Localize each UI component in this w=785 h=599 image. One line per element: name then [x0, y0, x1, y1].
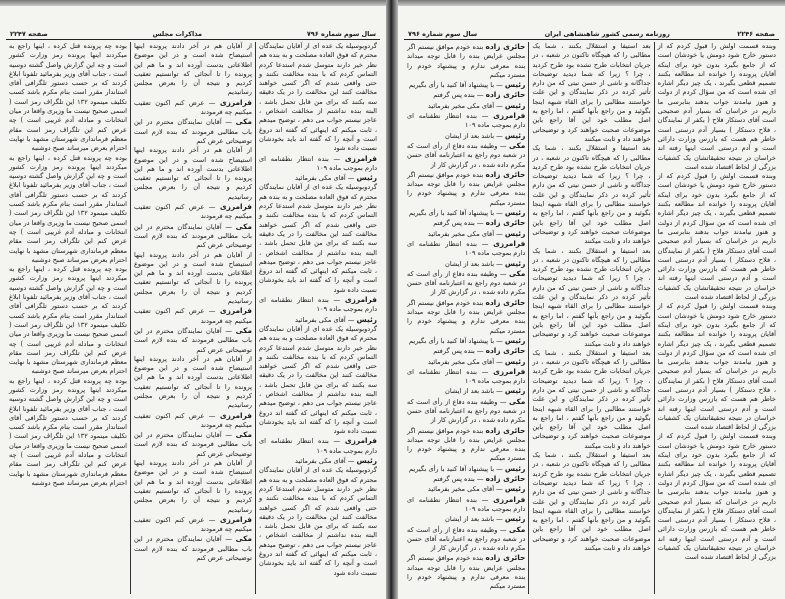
- paragraph: [259, 173, 377, 183]
- paragraph-text: وبنده قسمت اولش را قبول کردم که از دستور خارج شود دومش یا خودشان است که از جامع بگیرد بدون خود برای اینکه آقایان پرونده را خوانده اند مطالعه بکنند تصمیم قطعی بگیرند ، یک چیز دیگر اشاره ای شده است که من سؤال کردم از دولت و هنوز نیامدند جواب بدهند بنابرسی ما داریم در خراسان که بسیار آدم صحیحی است آقای دستکار فلاح ( بکفر از نمایندگان ، فلاح دستکار ) بسیار آدم درستی است خاطر هم هست که بازرس وزارت دارائی است و آدم درستی است اینها رفته اند خراسان در نتیجه تحقیقاتشان یک کشفیات بزرگی از لحاظ اقتصاد شده است: [657, 42, 776, 171]
- paragraph: [9, 42, 127, 154]
- paragraph-text: — آقایان نمایندگان محترم در این باب مطالبی فرمودند که بنده لازم است توضیحاتی عرض کنم: [134, 326, 252, 354]
- text-column: [528, 42, 653, 594]
- paragraph-text: بوده چه پرونده قتل کرده ، اینها راجع به میکردند اینها پرونده رمز وزارت کشور است و چه این گزارش واصل گشته دوسیه است ، جناب آقای وزیر بفرمائید تلفونا ابلاغ کردند که بر حسب دستور تلگرافی آقای استاندار مقرر است بنام مکرم باشد کسب تکلیف مینمود ۱۳۲ این تلگراف رمز است ( اسمی صحیح نیست ما وزیری واقعا در میان انتخابات و مبادله آدم غریبی است ) چه عرض کنم این تلگراف رمز است مقام معظم فرمانداری شهرستان مشهد با نهایت احترام بعرض میرساند صبح دوشنبه: [8, 153, 127, 264]
- paragraph-text: — وظیفه بنده دفاع از رأی است که در شعبه دوم راجع به اعتبارنامه آقای حسن مکرم داده شده ، در گزارش کار از: [407, 525, 526, 553]
- paragraph-text: بوده چه پرونده قتل کرده ، اینها راجع به میکردند اینها پرونده رمز وزارت کشور است و چه این گزارش واصل گشته دوسیه است ، جناب آقای وزیر بفرمائید تلفونا ابلاغ کردند که بر حسب دستور تلگرافی آقای استاندار مقرر است بنام مکرم باشد کسب تکلیف مینمود ۱۳۲ این تلگراف رمز است ( اسمی صحیح نیست ما وزیری واقعا در میان انتخابات و مبادله آدم غریبی است ) چه عرض کنم این تلگراف رمز است مقام معظم فرمانداری شهرستان مشهد با نهایت احترام بعرض میرساند صبح دوشنبه: [8, 42, 127, 153]
- paragraph-text: — باشد بعد از ایشان: [445, 387, 503, 396]
- paragraph: [532, 247, 650, 349]
- paragraph: [532, 451, 650, 553]
- paragraph: [658, 42, 776, 172]
- paragraph: [259, 466, 377, 578]
- paragraph-text: — عرض کنم اکنون تعقیب میکنیم چه فرمودند: [134, 203, 252, 221]
- speaker-name: رئیس: [504, 80, 526, 90]
- paragraph: [259, 325, 377, 437]
- paragraph-text: از آقایان هم در آخر دادند پرونده اینها استیضاح شده است و در این موضوع اطلاعاتی بدست آورده اند و ما هم این پرونده را تا آنجائی که توانستیم تعقیب کردیم و نتیجه آن را بعرض مجلس رسانیدیم: [134, 459, 252, 514]
- paragraph: [134, 202, 252, 222]
- paragraph: [134, 306, 252, 326]
- speaker-name: مکی: [508, 140, 526, 150]
- speaker-name: رئیس: [504, 100, 526, 110]
- paragraph: [259, 42, 377, 154]
- paragraph: [407, 336, 525, 346]
- speaker-name: رئیس: [504, 356, 526, 366]
- paragraph-text: — آقای مکی مخیر بفرمائید: [427, 229, 503, 238]
- paragraph: [134, 42, 252, 98]
- speaker-name: فرامرزی: [344, 436, 377, 446]
- paragraph-text: از آقایان هم در آخر دادند پرونده اینها استیضاح شده است و در این موضوع اطلاعاتی بدست آورده اند و ما هم این پرونده را تا آنجائی که توانستیم تعقیب کردیم و نتیجه آن را بعرض مجلس رسانیدیم: [134, 354, 252, 410]
- right-page: [398, 6, 785, 599]
- paragraph: [532, 42, 650, 144]
- speaker-name: فرامرزی: [344, 295, 377, 305]
- paragraph-text: — عرض کنم اکنون تعقیب میکنیم چه فرمودند: [134, 411, 252, 429]
- speaker-name: رئیس: [504, 463, 526, 473]
- text-column: [654, 42, 779, 594]
- paragraph: [407, 464, 525, 474]
- speaker-name: حائری زاده: [485, 474, 526, 484]
- paragraph-text: — بنده پس گرفتم: [433, 475, 484, 484]
- paragraph: [407, 208, 525, 218]
- paragraph: [9, 265, 127, 377]
- paragraph-text: — آقایان نمایندگان محترم در این باب مطالبی فرمودند که بنده لازم است توضیحاتی عرض کنم: [134, 222, 252, 250]
- paragraph-text: وبنده قسمت اولش را قبول کردم که از دستور خارج شود دومش یا خودشان است که از جامع بگیرد بدون خود برای اینکه آقایان پرونده را خوانده اند مطالعه بکنند تصمیم قطعی بگیرند ، یک چیز دیگر اشاره ای شده است که من سؤال کردم از دولت و هنوز نیامدند جواب بدهند بنابرسی ما داریم در خراسان که بسیار آدم صحیحی است آقای دستکار فلاح ( بکفر از نمایندگان ، فلاح دستکار ) بسیار آدم درستی است خاطر هم هست که بازرس وزارت دارائی است و آدم درستی است اینها رفته اند خراسان در نتیجه تحقیقاتشان یک کشفیات بزرگی از لحاظ اقتصاد شده است: [657, 172, 776, 302]
- paragraph-text: — باشد بعد از ایشان: [445, 515, 503, 524]
- issue-label: سال سوم شماره ۷۹۶: [306, 30, 376, 38]
- paragraph-text: — بنده انتظار نطقنامه ای دارم بموجب ماده ۱۰۹: [407, 112, 526, 130]
- paragraph-text: بنده خودم موافق نیستم اگر مجلس عرایض بنده را قابل توجه میداند بنده معرفی ندارم و پیشنهاد خودم را مسترد میکنم: [407, 298, 526, 335]
- paragraph: [259, 436, 377, 456]
- paragraph: [407, 239, 525, 259]
- speaker-name: مکی: [235, 534, 252, 544]
- paragraph: [532, 349, 650, 451]
- paragraph: [407, 495, 525, 515]
- speaker-name: حائری زاده: [485, 297, 526, 307]
- paragraph-text: — عرض کنم اکنون تعقیب میکنیم چه فرمودند: [134, 515, 252, 534]
- speaker-name: رئیس: [356, 314, 377, 324]
- paragraph-text: بوده چه پرونده قتل کرده ، اینها راجع به میکردند اینها پرونده رمز وزارت کشور است و چه این گزارش واصل گشته دوسیه است ، جناب آقای وزیر بفرمائید تلفونا ابلاغ کردند که بر حسب دستور تلگرافی آقای استاندار مقرر است بنام مکرم باشد کسب تکلیف مینمود ۱۳۲ این تلگراف رمز است ( اسمی صحیح نیست ما وزیری واقعا در میان انتخابات و مبادله آدم غریبی است ) چه عرض کنم این تلگراف رمز است مقام معظم فرمانداری شهرستان مشهد با نهایت احترام بعرض میرساند صبح دوشنبه: [8, 376, 127, 487]
- paragraph: [658, 432, 776, 562]
- paragraph: [134, 515, 252, 535]
- paragraph: [407, 484, 525, 494]
- paragraph-text: — آقایان نمایندگان محترم در این باب مطالبی فرمودند که بنده لازم است توضیحاتی عرض کنم: [134, 431, 252, 458]
- speaker-name: فرامرزی: [219, 202, 252, 212]
- speaker-name: فرامرزی: [493, 111, 526, 121]
- speaker-name: حائری زاده: [485, 425, 526, 435]
- paragraph: [407, 346, 525, 356]
- speaker-name: مکی: [235, 430, 252, 440]
- paragraph-text: — بنده انتظار نطقنامه ای دارم بموجب ماده ۱۰۹: [259, 154, 377, 172]
- paragraph-text: — بنده پس گرفتم: [433, 91, 484, 100]
- paragraph: [407, 426, 525, 464]
- paragraph: [134, 326, 252, 355]
- speaker-name: رئیس: [356, 456, 377, 466]
- paragraph: [407, 269, 525, 298]
- speaker-name: مکی: [235, 221, 252, 231]
- paragraph-text: — عرض کنم اکنون تعقیب میکنیم چه فرمودند: [134, 307, 252, 325]
- paragraph: [9, 377, 127, 489]
- speaker-name: فرامرزی: [493, 366, 526, 376]
- speaker-name: رئیس: [504, 130, 526, 140]
- paragraph: [407, 111, 525, 131]
- paragraph-text: — بنده انتظار نطقنامه ای دارم بموجب ماده ۱۰۹: [407, 495, 526, 513]
- paragraph-text: از آقایان هم در آخر دادند پرونده اینها استیضاح شده است و در این موضوع اطلاعاتی بدست آورده اند و ما هم این پرونده را تا آنجائی که توانستیم تعقیب کردیم و نتیجه آن را بعرض مجلس رسانیدیم: [134, 250, 252, 306]
- speaker-name: فرامرزی: [493, 238, 526, 248]
- paragraph-text: — آقای مکی مخیر بفرمائید: [427, 101, 503, 110]
- page-number: صفحه ۲۲۴۷: [10, 30, 48, 38]
- paragraph-text: — با پیشنهاد آقا کنید با رأی بگیریم: [409, 209, 503, 218]
- paragraph-text: — آقایان نمایندگان محترم در این باب مطالبی فرمودند که بنده لازم است توضیحاتی عرض کنم: [134, 118, 252, 145]
- paragraph: [407, 357, 525, 367]
- paragraph: [134, 430, 252, 459]
- speaker-name: رئیس: [356, 173, 377, 183]
- paragraph: [407, 259, 525, 269]
- paragraph: [407, 298, 525, 336]
- speaker-name: فرامرزی: [493, 494, 526, 504]
- paragraph-text: — با پیشنهاد آقا کنید با رأی بگیریم: [409, 81, 503, 90]
- text-column: [404, 42, 528, 594]
- left-page-header: [6, 26, 380, 40]
- paragraph: [134, 98, 252, 118]
- paragraph-text: — عرض کنم اکنون تعقیب میکنیم چه فرمودند: [134, 98, 252, 117]
- paragraph-text: — وظیفه بنده دفاع از رأی است که در شعبه دوم راجع به اعتبارنامه آقای حسن مکرم داده شده ، در گزارش کار از: [407, 269, 526, 297]
- speaker-name: رئیس: [504, 514, 526, 524]
- paragraph: [407, 474, 525, 484]
- speaker-name: مکی: [508, 524, 526, 534]
- paragraph: [407, 101, 525, 111]
- paragraph-text: — بنده انتظار نطقنامه ای دارم بموجب ماده ۱۰۹: [259, 437, 377, 455]
- speaker-name: فرامرزی: [219, 410, 252, 420]
- speaker-name: رئیس: [504, 335, 526, 345]
- paragraph-text: — آقای مکی بفرمائید: [295, 457, 355, 466]
- paragraph: [658, 172, 776, 302]
- section-title: مذاکرات مجلس: [152, 30, 202, 38]
- paragraph-text: گردوبوسیله یک عده ای از آقایان نمایندگان محترم که فوق العاده مصلحت و به بنده هم نظر خیر دارند متوسل شدم استدعا کردم التماس کردم که با بنده مخالفت نکنند و حتی واقعی شدم که اگر کسی خواهند مخالفت کنند این مخالفت را در یک دقیقه سه بکنند که برای من قابل تحمل باشد ، البته بنده نداشتم از مخالفت اشخاص ، عاجز نیستم جواب می دهم ، توضیح میدهم ، ثابت میکنم که اینهائی که گفته اند دروغ است و آنچه را که گفته اند باید بخودشان نسبت داده شود: [259, 183, 377, 294]
- paragraph: [259, 295, 377, 315]
- paragraph-text: بوده چه پرونده قتل کرده ، اینها راجع به میکردند اینها پرونده رمز وزارت کشور است و چه این گزارش واصل گشته دوسیه است ، جناب آقای وزیر بفرمائید تلفونا ابلاغ کردند که بر حسب دستور تلگرافی آقای استاندار مقرر است بنام مکرم باشد کسب تکلیف مینمود ۱۳۲ این تلگراف رمز است ( اسمی صحیح نیست ما وزیری واقعا در میان انتخابات و مبادله آدم غریبی است ) چه عرض کنم این تلگراف رمز است مقام معظم فرمانداری شهرستان مشهد با نهایت احترام بعرض میرساند صبح دوشنبه: [8, 265, 127, 376]
- paragraph-text: — بنده انتظار نطقنامه ای دارم بموجب ماده ۱۰۹: [407, 239, 526, 258]
- speaker-name: حائری زاده: [485, 169, 526, 179]
- speaker-name: رئیس: [504, 228, 526, 238]
- paragraph-text: بنده خودم موافق نیستم اگر مجلس عرایض بنده را قابل توجه میداند بنده معرفی ندارم و پیشنهاد خودم را مسترد میکنم: [407, 43, 526, 79]
- paragraph-text: از آقایان هم در آخر دادند پرونده اینها استیضاح شده است و در این موضوع اطلاعاتی بدست آورده اند و ما هم این پرونده را تا آنجائی که توانستیم تعقیب کردیم و نتیجه آن را بعرض مجلس رسانیدیم: [134, 42, 252, 97]
- speaker-name: رئیس: [504, 484, 526, 494]
- speaker-name: رئیس: [504, 258, 526, 268]
- speaker-name: فرامرزی: [344, 153, 377, 163]
- paragraph: [407, 397, 525, 426]
- speaker-name: فرامرزی: [219, 514, 252, 524]
- paragraph-text: — بنده پس گرفتم: [433, 219, 484, 228]
- paragraph-text: — آقای مکی بفرمائید: [295, 174, 355, 183]
- paragraph-text: — بنده انتظار نطقنامه ای دارم بموجب ماده ۱۰۹: [407, 367, 526, 386]
- paragraph-text: گردوبوسیله یک عده ای از آقایان نمایندگان محترم که فوق العاده مصلحت و به بنده هم نظر خیر دارند متوسل شدم استدعا کردم التماس کردم که با بنده مخالفت نکنند و حتی واقعی شدم که اگر کسی خواهند مخالفت کنند این مخالفت را در یک دقیقه سه بکنند که برای من قابل تحمل باشد ، البته بنده نداشتم از مخالفت اشخاص ، عاجز نیستم جواب می دهم ، توضیح میدهم ، ثابت میکنم که اینهائی که گفته اند دروغ است و آنچه را که گفته اند باید بخودشان نسبت داده شود: [259, 466, 377, 577]
- paragraph-text: وبنده قسمت اولش را قبول کردم که از دستور خارج شود دومش یا خودشان است که از جامع بگیرد بدون خود برای اینکه آقایان پرونده را خوانده اند مطالعه بکنند تصمیم قطعی بگیرند ، یک چیز دیگر اشاره ای شده است که من سؤال کردم از دولت و هنوز نیامدند جواب بدهند بنابرسی ما داریم در خراسان که بسیار آدم صحیحی است آقای دستکار فلاح ( بکفر از نمایندگان ، فلاح دستکار ) بسیار آدم درستی است خاطر هم هست که بازرس وزارت دارائی است و آدم درستی است اینها رفته اند خراسان در نتیجه تحقیقاتشان یک کشفیات بزرگی از لحاظ اقتصاد شده است: [657, 302, 776, 432]
- paragraph: [407, 218, 525, 228]
- paragraph: [407, 131, 525, 141]
- paragraph: [134, 411, 252, 431]
- paragraph-text: بنده خودم موافق نیستم اگر مجلس عرایض بنده را قابل توجه میداند بنده معرفی ندارم و پیشنهاد خودم را مسترد میکنم: [407, 554, 526, 591]
- text-column: [130, 42, 255, 594]
- speaker-name: مکی: [508, 396, 526, 406]
- paragraph: [259, 154, 377, 174]
- paragraph: [407, 170, 525, 208]
- paragraph-text: — آقای مکی بفرمائید: [295, 315, 355, 324]
- paragraph-text: — بنده پس گرفتم: [433, 347, 484, 356]
- paragraph-text: — باشد بعد از ایشان: [445, 259, 503, 268]
- speaker-name: مکی: [235, 325, 252, 335]
- speaker-name: رئیس: [504, 386, 526, 396]
- paragraph-text: — بنده انتظار نطقنامه ای دارم بموجب ماده ۱۰۹: [259, 296, 377, 314]
- speaker-name: حائری زاده: [485, 553, 526, 563]
- paragraph-text: بعد استیفا و استقلال بکنند ، شما یک مطالبی را که هیچگاه تاکنون در شعبه ، در جریان انتخابات طرح نشده بود طرح کردید ، چرا ؟ زیرا که شما دیدید توضیحات جداگانه و ناشی از حسن نیتی که من دارم تأثیر کرده در ذکر نمایندگان و این علت خواستند مطالبی را برای القاء شبهه اینجا بگوئید و من راجع بآنها گفتم ، اما راجع به اصل مطلب خود این آقا راجع باین موضوعات صحبت خواهند کرد و توضیحاتی خواهند داد و ثابت میکنند: [532, 246, 651, 348]
- paragraph: [407, 141, 525, 170]
- paragraph: [259, 315, 377, 325]
- paragraph: [407, 367, 525, 387]
- paragraph: [407, 553, 525, 591]
- right-columns: [404, 42, 779, 594]
- paragraph: [134, 146, 252, 202]
- speaker-name: رئیس: [504, 208, 526, 218]
- speaker-name: مکی: [508, 268, 526, 278]
- paragraph: [407, 42, 525, 80]
- paragraph-text: — باشد بعد از ایشان: [445, 131, 503, 140]
- paragraph: [134, 355, 252, 411]
- left-columns: [6, 42, 380, 594]
- speaker-name: حائری زاده: [485, 90, 526, 100]
- paragraph: [407, 525, 525, 554]
- paragraph-text: از آقایان هم در آخر دادند پرونده اینها استیضاح شده است و در این موضوع اطلاعاتی بدست آورده اند و ما هم این پرونده را تا آنجائی که توانستیم تعقیب کردیم و نتیجه آن را بعرض مجلس رسانیدیم: [134, 146, 252, 201]
- paragraph: [134, 534, 252, 563]
- paragraph: [407, 80, 525, 90]
- paragraph: [134, 222, 252, 251]
- publication-title: روزنامه رسمی کشور شاهنشاهی ایران: [544, 30, 670, 38]
- speaker-name: حائری زاده: [485, 346, 526, 356]
- paragraph-text: بعد استیفا و استقلال بکنند ، شما یک مطالبی را که هیچگاه تاکنون در شعبه ، در جریان انتخابات طرح نشده بود طرح کردید ، چرا ؟ زیرا که شما دیدید توضیحات جداگانه و ناشی از حسن نیتی که من دارم تأثیر کرده در ذکر نمایندگان و این علت خواستند مطالبی را برای القاء شبهه اینجا بگوئید و من راجع بآنها گفتم ، اما راجع به اصل مطلب خود این آقا راجع باین موضوعات صحبت خواهند کرد و توضیحاتی خواهند داد و ثابت میکنند: [532, 42, 651, 143]
- paragraph: [134, 251, 252, 307]
- paragraph-text: — آقایان نمایندگان محترم در این باب مطالبی فرمودند که بنده لازم است توضیحاتی عرض کنم: [134, 535, 252, 563]
- paragraph-text: — آقای مکی مخیر بفرمائید: [427, 357, 503, 366]
- paragraph: [532, 144, 650, 246]
- text-column: [6, 42, 130, 594]
- paragraph: [407, 386, 525, 396]
- paragraph-text: بعد استیفا و استقلال بکنند ، شما یک مطالبی را که هیچگاه تاکنون در شعبه ، در جریان انتخابات طرح نشده بود طرح کردید ، چرا ؟ زیرا که شما دیدید توضیحات جداگانه و ناشی از حسن نیتی که من دارم تأثیر کرده در ذکر نمایندگان و این علت خواستند مطالبی را برای القاء شبهه اینجا بگوئید و من راجع بآنها گفتم ، اما راجع به اصل مطلب خود این آقا راجع باین موضوعات صحبت خواهند کرد و توضیحاتی خواهند داد و ثابت میکنند: [532, 348, 651, 450]
- paragraph-text: — وظیفه بنده دفاع از رأی است که در شعبه دوم راجع به اعتبارنامه آقای حسن مکرم داده شده ، در گزارش کار از: [407, 141, 526, 169]
- paragraph-text: بنده خودم موافق نیستم اگر مجلس عرایض بنده را قابل توجه میداند بنده معرفی ندارم و پیشنهاد خودم را مسترد میکنم: [407, 170, 526, 207]
- right-page-header: [404, 26, 779, 40]
- paragraph-text: بعد استیفا و استقلال بکنند ، شما یک مطالبی را که هیچگاه تاکنون در شعبه ، در جریان انتخابات طرح نشده بود طرح کردید ، چرا ؟ زیرا که شما دیدید توضیحات جداگانه و ناشی از حسن نیتی که من دارم تأثیر کرده در ذکر نمایندگان و این علت خواستند مطالبی را برای القاء شبهه اینجا بگوئید و من راجع بآنها گفتم ، اما راجع به اصل مطلب خود این آقا راجع باین موضوعات صحبت خواهند کرد و توضیحاتی خواهند داد و ثابت میکنند: [532, 451, 651, 553]
- paragraph-text: — با پیشنهاد آقا کنید با رأی بگیریم: [409, 464, 503, 473]
- paragraph-text: وبنده قسمت اولش را قبول کردم که از دستور خارج شود دومش یا خودشان است که از جامع بگیرد بدون خود برای اینکه آقایان پرونده را خوانده اند مطالعه بکنند تصمیم قطعی بگیرند ، یک چیز دیگر اشاره ای شده است که من سؤال کردم از دولت و هنوز نیامدند جواب بدهند بنابرسی ما داریم در خراسان که بسیار آدم صحیحی است آقای دستکار فلاح ( بکفر از نمایندگان ، فلاح دستکار ) بسیار آدم درستی است خاطر هم هست که بازرس وزارت دارائی است و آدم درستی است اینها رفته اند خراسان در نتیجه تحقیقاتشان یک کشفیات بزرگی از لحاظ اقتصاد شده است: [657, 432, 776, 562]
- paragraph-text: — وظیفه بنده دفاع از رأی است که در شعبه دوم راجع به اعتبارنامه آقای حسن مکرم داده شده ، در گزارش کار از: [407, 397, 526, 425]
- speaker-name: حائری زاده: [485, 42, 526, 51]
- paragraph: [658, 302, 776, 432]
- paragraph: [259, 183, 377, 295]
- speaker-name: فرامرزی: [219, 306, 252, 316]
- left-page: [0, 6, 386, 599]
- speaker-name: فرامرزی: [219, 97, 252, 107]
- paragraph: [134, 117, 252, 146]
- paragraph-text: — آقای مکی مخیر بفرمائید: [427, 485, 503, 494]
- speaker-name: مکی: [235, 117, 252, 127]
- issue-label: سال سوم شماره ۷۹۶: [408, 30, 478, 38]
- paragraph-text: — با پیشنهاد آقا کنید با رأی بگیریم: [409, 336, 503, 345]
- paragraph: [134, 459, 252, 515]
- page-fold: [386, 0, 398, 599]
- paragraph: [259, 456, 377, 466]
- paragraph: [407, 514, 525, 524]
- paragraph: [407, 90, 525, 100]
- paragraph-text: گردوبوسیله یک عده ای از آقایان نمایندگان محترم که فوق العاده مصلحت و به بنده هم نظر خیر دارند متوسل شدم استدعا کردم التماس کردم که با بنده مخالفت نکنند و حتی واقعی شدم که اگر کسی خواهند مخالفت کنند این مخالفت را در یک دقیقه سه بکنند که برای من قابل تحمل باشد ، البته بنده نداشتم از مخالفت اشخاص ، عاجز نیستم جواب می دهم ، توضیح میدهم ، ثابت میکنم که اینهائی که گفته اند دروغ است و آنچه را که گفته اند باید بخودشان نسبت داده شود: [259, 42, 377, 153]
- paragraph: [407, 229, 525, 239]
- paragraph-text: گردوبوسیله یک عده ای از آقایان نمایندگان محترم که فوق العاده مصلحت و به بنده هم نظر خیر دارند متوسل شدم استدعا کردم التماس کردم که با بنده مخالفت نکنند و حتی واقعی شدم که اگر کسی خواهند مخالفت کنند این مخالفت را در یک دقیقه سه بکنند که برای من قابل تحمل باشد ، البته بنده نداشتم از مخالفت اشخاص ، عاجز نیستم جواب می دهم ، توضیح میدهم ، ثابت میکنم که اینهائی که گفته اند دروغ است و آنچه را که گفته اند باید بخودشان نسبت داده شود: [259, 324, 377, 436]
- paragraph-text: بنده خودم موافق نیستم اگر مجلس عرایض بنده را قابل توجه میداند بنده معرفی ندارم و پیشنهاد خودم را مسترد میکنم: [407, 426, 526, 463]
- paragraph-text: بعد استیفا و استقلال بکنند ، شما یک مطالبی را که هیچگاه تاکنون در شعبه ، در جریان انتخابات طرح نشده بود طرح کردید ، چرا ؟ زیرا که شما دیدید توضیحات جداگانه و ناشی از حسن نیتی که من دارم تأثیر کرده در ذکر نمایندگان و این علت خواستند مطالبی را برای القاء شبهه اینجا بگوئید و من راجع بآنها گفتم ، اما راجع به اصل مطلب خود این آقا راجع باین موضوعات صحبت خواهند کرد و توضیحاتی خواهند داد و ثابت میکنند: [532, 144, 651, 246]
- speaker-name: حائری زاده: [485, 218, 526, 228]
- text-column: [255, 42, 380, 594]
- page-number: صفحه ۲۲۴۶: [737, 30, 775, 38]
- paragraph: [9, 154, 127, 266]
